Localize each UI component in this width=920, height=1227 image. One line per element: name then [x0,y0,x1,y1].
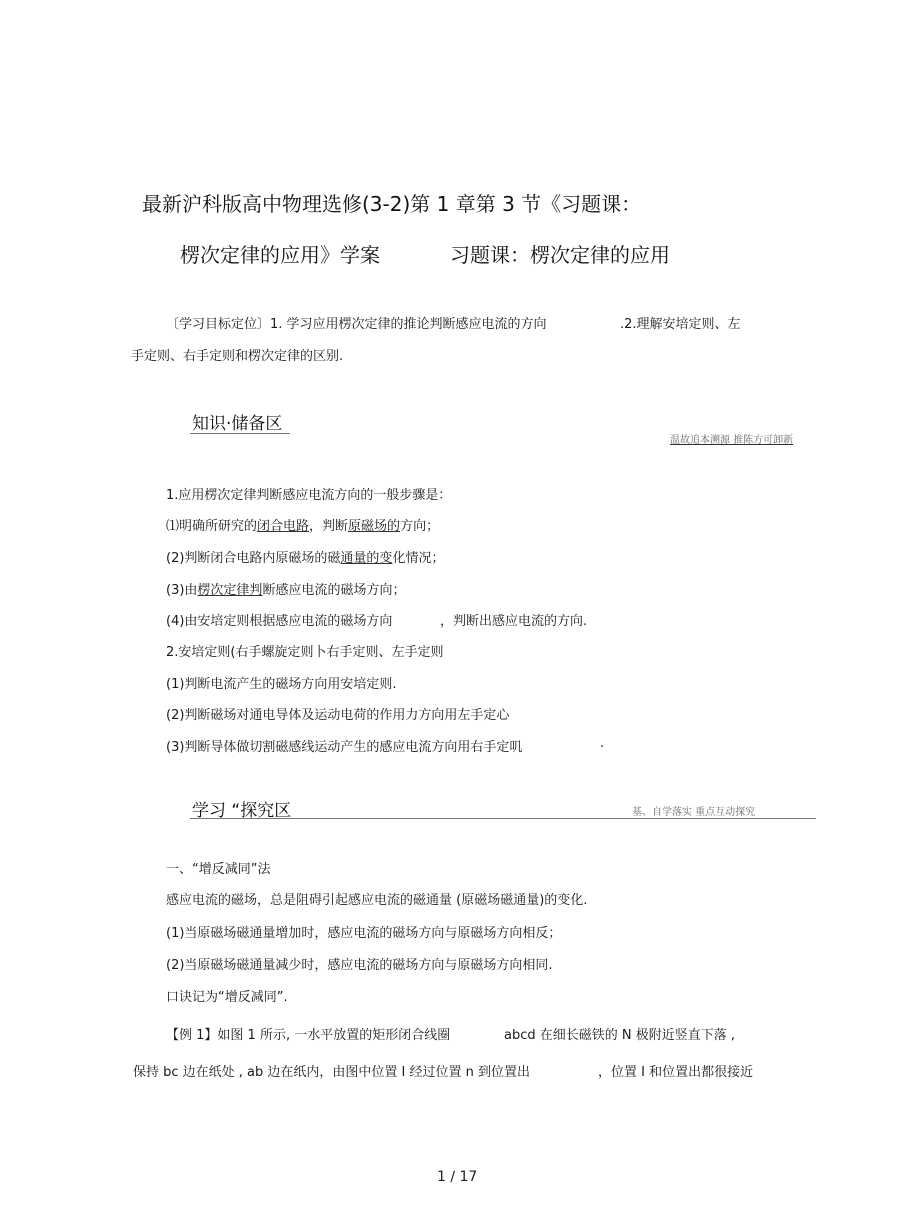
objectives-line2: 手定则、右手定则和楞次定律的区别. [131,349,344,364]
doc-title-line2a: 楞次定律的应用》学案 [180,243,380,267]
knowledge-item-9a: (3)判断导体做切割磁感线运动产生的感应电流方向用右手定叽 [166,740,523,755]
example-1-line1b: abcd 在细长磁铁的 N 极附近竖直下落 , [504,1028,736,1043]
knowledge-item-9b: . [600,736,605,751]
knowledge-item-8: (2)判断磁场对通电导体及运动电荷的作用力方向用左手定心 [166,708,510,723]
knowledge-item-2-term2: 原磁场的 [348,519,401,534]
knowledge-item-4-post: 断感应电流的磁场方向； [262,583,406,598]
knowledge-item-1: 1.应用楞次定律判断感应电流方向的一般步骤是： [166,488,452,503]
objectives-line1a: 〔学习目标定位〕1. 学习应用楞次定律的推论判断感应电流的方向 [166,317,547,332]
section-explore-rule [190,818,816,819]
objectives-line1b: .2.理解安培定则、左 [620,317,741,332]
doc-title-line1: 最新沪科版高中物理选修(3-2)第 1 章第 3 节《习题课： [142,192,642,216]
knowledge-item-2-post: 方向； [400,519,440,534]
explore-heading-1: 一、“增反减同”法 [166,862,271,877]
knowledge-item-7: (1)判断电流产生的磁场方向用安培定则. [166,677,397,692]
knowledge-item-2-mid: ，判断 [309,519,349,534]
knowledge-item-6: 2.安培定则(右手螺旋定则卜右手定则、左手定则 [166,645,444,660]
section-knowledge-underline [190,433,290,434]
page-number: 1 / 17 [437,1169,478,1185]
knowledge-item-3 [166,547,444,566]
knowledge-item-5b: ，判断出感应电流的方向. [440,614,588,629]
knowledge-item-2 [166,515,439,534]
section-explore-subtitle: 基、自学落实 重点互动探究 [632,807,756,818]
example-1-line2a: 保持 bc 边在纸处 , ab 边在纸内，由图中位置 I 经过位置 n 到位置出 [133,1065,531,1080]
knowledge-item-2-term1: 闭合电路 [257,519,310,534]
example-1-line2b: ，位置 I 和位置出都很接近 [598,1065,754,1080]
explore-para-3: (2)当原磁场磁通量减少时，感应电流的磁场方向与原磁场方向相同. [166,958,553,973]
knowledge-item-4-pre: (3)由 [166,583,198,598]
explore-para-4: 口诀记为“增反减同”. [166,990,288,1005]
section-knowledge-subtitle: 温故追本溯源 推陈方可卸新 [670,435,794,446]
knowledge-item-5a: (4)由安培定则根据感应电流的磁场方向 [166,614,393,629]
explore-para-2: (1)当原磁场磁通量增加时，感应电流的磁场方向与原磁场方向相反； [166,926,562,941]
knowledge-item-2-pre: ⑴明确所研究的 [166,519,258,534]
knowledge-item-3-pre: (2)判断闭合电路内原磁场的磁 [166,551,341,566]
section-explore-heading: 学习 “探究区 [192,801,292,821]
section-knowledge-heading: 知识·储备区 [192,414,283,434]
example-1-line1a: 【例 1】如图 1 所示, 一水平放置的矩形闭合线圈 [166,1028,451,1043]
knowledge-item-3-post: 化情况； [392,551,445,566]
doc-title-line2b: 习题课：楞次定律的应用 [450,243,670,267]
explore-para-1: 感应电流的磁场，总是阻碍引起感应电流的磁通量 (原磁场磁通量)的变化. [166,893,588,908]
knowledge-item-4-term: 楞次定律判 [197,583,263,598]
knowledge-item-4 [166,579,405,598]
knowledge-item-3-term: 通量的变 [340,551,393,566]
